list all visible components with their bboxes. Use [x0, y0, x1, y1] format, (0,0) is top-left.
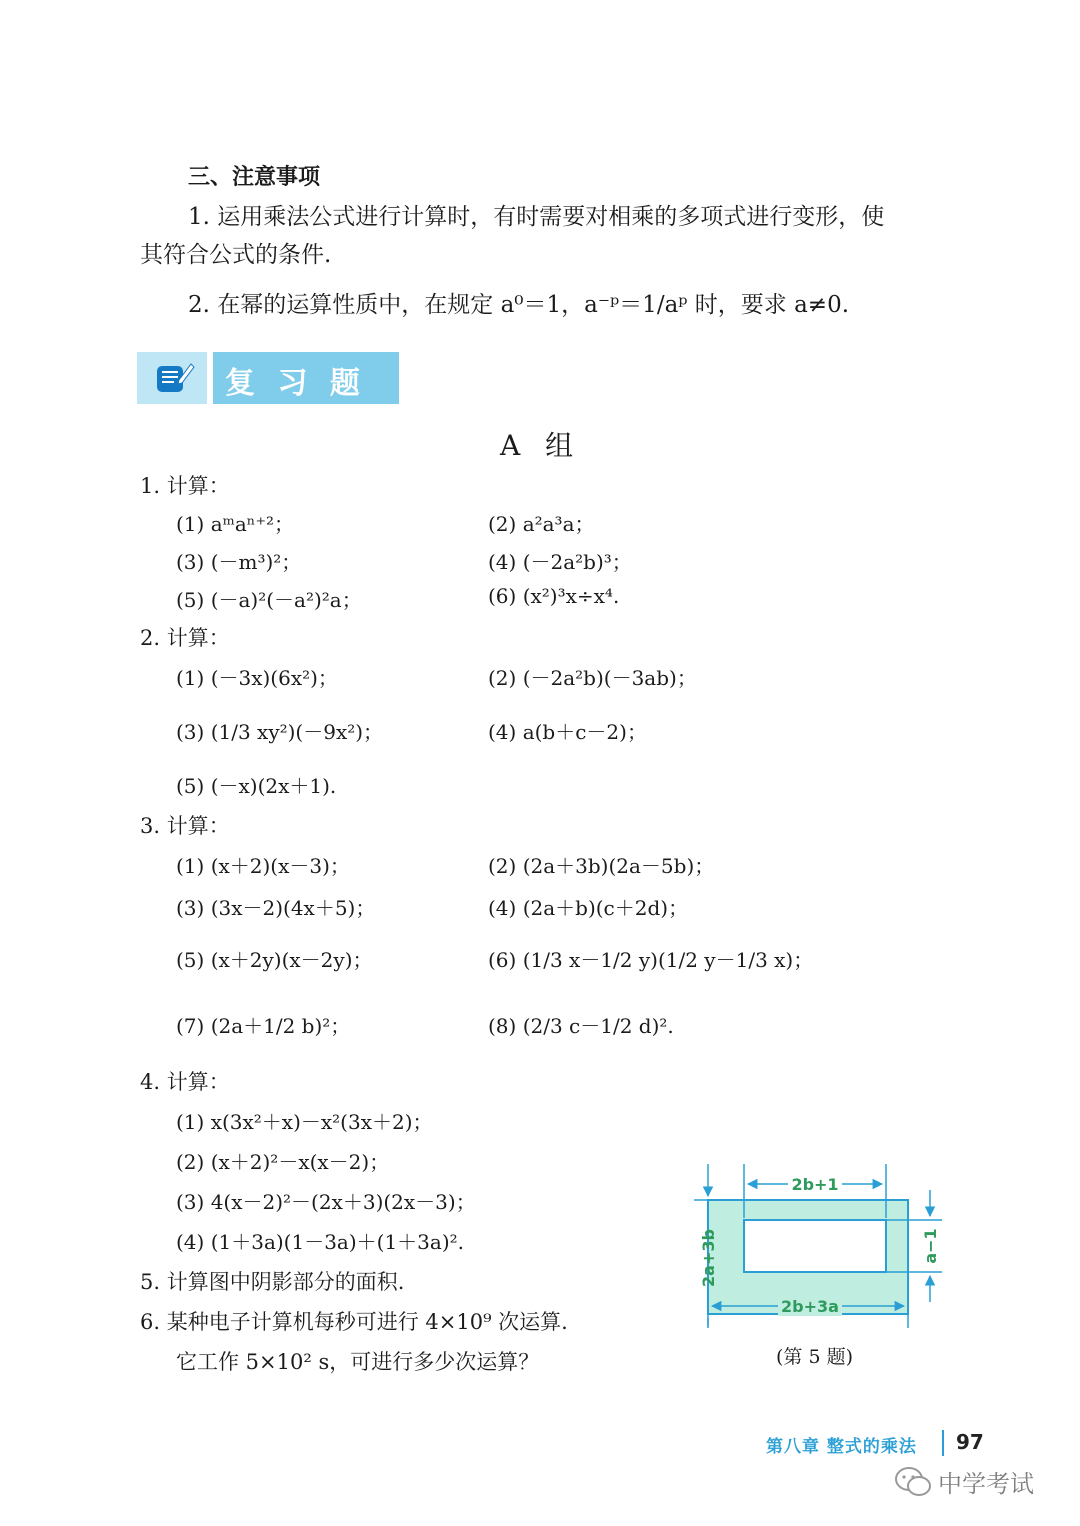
watermark-text: 中学考试 — [938, 1470, 1034, 1498]
exercise-part: (5) (－x)(2x＋1). — [176, 774, 337, 798]
notes-item2: 2. 在幂的运算性质中，在规定 a⁰＝1，a⁻ᵖ＝1/aᵖ 时，要求 a≠0. — [188, 292, 850, 318]
notes-item1-line2: 其符合公式的条件. — [140, 242, 332, 268]
figure-caption: (第 5 题) — [776, 1346, 853, 1368]
exercise-1 — [140, 470, 230, 500]
exercise-4 — [140, 1066, 230, 1096]
exercise-part: (2) a²a³a； — [488, 512, 595, 536]
watermark — [894, 1464, 1034, 1499]
exercise-part: (2) (x＋2)²－x(x－2)； — [176, 1150, 390, 1174]
exercise-part: (5) (－a)²(－a²)²a； — [176, 588, 362, 612]
exercise-number: 1. — [140, 474, 161, 498]
group-title: A 组 — [500, 429, 582, 462]
exercise-prompt: 计算： — [166, 1070, 230, 1094]
exercise-number: 2. — [140, 626, 161, 650]
exercise-prompt: 计算图中阴影部分的面积. — [166, 1270, 405, 1294]
exercise-part: (3) (3x－2)(4x＋5)； — [176, 896, 376, 920]
exercise-3 — [140, 810, 230, 840]
exercise-part: (1) aᵐaⁿ⁺²； — [176, 512, 295, 536]
exercise-number: 6. — [140, 1310, 161, 1334]
exercise-part: (3) (1/3 xy²)(－9x²)； — [176, 720, 384, 744]
exercise-part: (3) 4(x－2)²－(2x＋3)(2x－3)； — [176, 1190, 476, 1214]
exercise-number: 5. — [140, 1270, 161, 1294]
exercise-part: (2) (2a＋3b)(2a－5b)； — [488, 854, 715, 878]
exercise-5 — [140, 1266, 404, 1296]
exercise-number: 4. — [140, 1070, 161, 1094]
exercise-part: (8) (2/3 c－1/2 d)². — [488, 1014, 674, 1038]
exercise-part: (5) (x＋2y)(x－2y)； — [176, 948, 373, 972]
exercise-part: (1) (－3x)(6x²)； — [176, 666, 338, 690]
exercise-2 — [140, 622, 230, 652]
exercise-part: (6) (1/3 x－1/2 y)(1/2 y－1/3 x)； — [488, 948, 814, 972]
exercise-prompt: 某种电子计算机每秒可进行 4×10⁹ 次运算. — [166, 1310, 568, 1334]
exercise-6-line2: 它工作 5×10² s，可进行多少次运算？ — [176, 1350, 540, 1374]
exercise-part: (3) (－m³)²； — [176, 550, 302, 574]
page-number: 97 — [956, 1430, 984, 1454]
review-banner — [137, 352, 399, 404]
exercise-prompt: 计算： — [166, 474, 230, 498]
exercise-part: (4) a(b＋c－2)； — [488, 720, 647, 744]
inner-rectangle — [744, 1220, 886, 1272]
footer-chapter: 第八章 整式的乘法 — [766, 1437, 917, 1457]
exercise-6 — [140, 1306, 568, 1336]
notes-item1-line1: 1. 运用乘法公式进行计算时，有时需要对相乘的多项式进行变形，使 — [188, 204, 885, 230]
shaded-frame-figure — [680, 1160, 960, 1330]
exercise-prompt: 计算： — [166, 814, 230, 838]
exercise-part: (7) (2a＋1/2 b)²； — [176, 1014, 351, 1038]
exercise-part: (4) (－2a²b)³； — [488, 550, 632, 574]
exercise-part: (4) (1＋3a)(1－3a)＋(1＋3a)². — [176, 1230, 464, 1254]
notes-heading: 三、注意事项 — [188, 164, 321, 190]
exercise-prompt: 计算： — [166, 626, 230, 650]
notebook-pencil-icon — [155, 360, 195, 396]
exercise-part: (1) (x＋2)(x－3)； — [176, 854, 350, 878]
wechat-icon — [894, 1465, 932, 1499]
exercise-part: (2) (－2a²b)(－3ab)； — [488, 666, 697, 690]
review-banner-label: 复 习 题 — [225, 366, 366, 401]
footer-divider — [942, 1430, 944, 1456]
figure-left-label: 2a+3b — [699, 1229, 718, 1287]
figure-bottom-label: 2b+3a — [781, 1297, 839, 1316]
figure-right-label: a−1 — [921, 1228, 940, 1264]
figure-top-label: 2b+1 — [791, 1175, 839, 1194]
exercise-part: (6) (x²)³x÷x⁴. — [488, 584, 620, 608]
exercise-part: (1) x(3x²＋x)－x²(3x＋2)； — [176, 1110, 433, 1134]
exercise-part: (4) (2a＋b)(c＋2d)； — [488, 896, 689, 920]
exercise-number: 3. — [140, 814, 161, 838]
